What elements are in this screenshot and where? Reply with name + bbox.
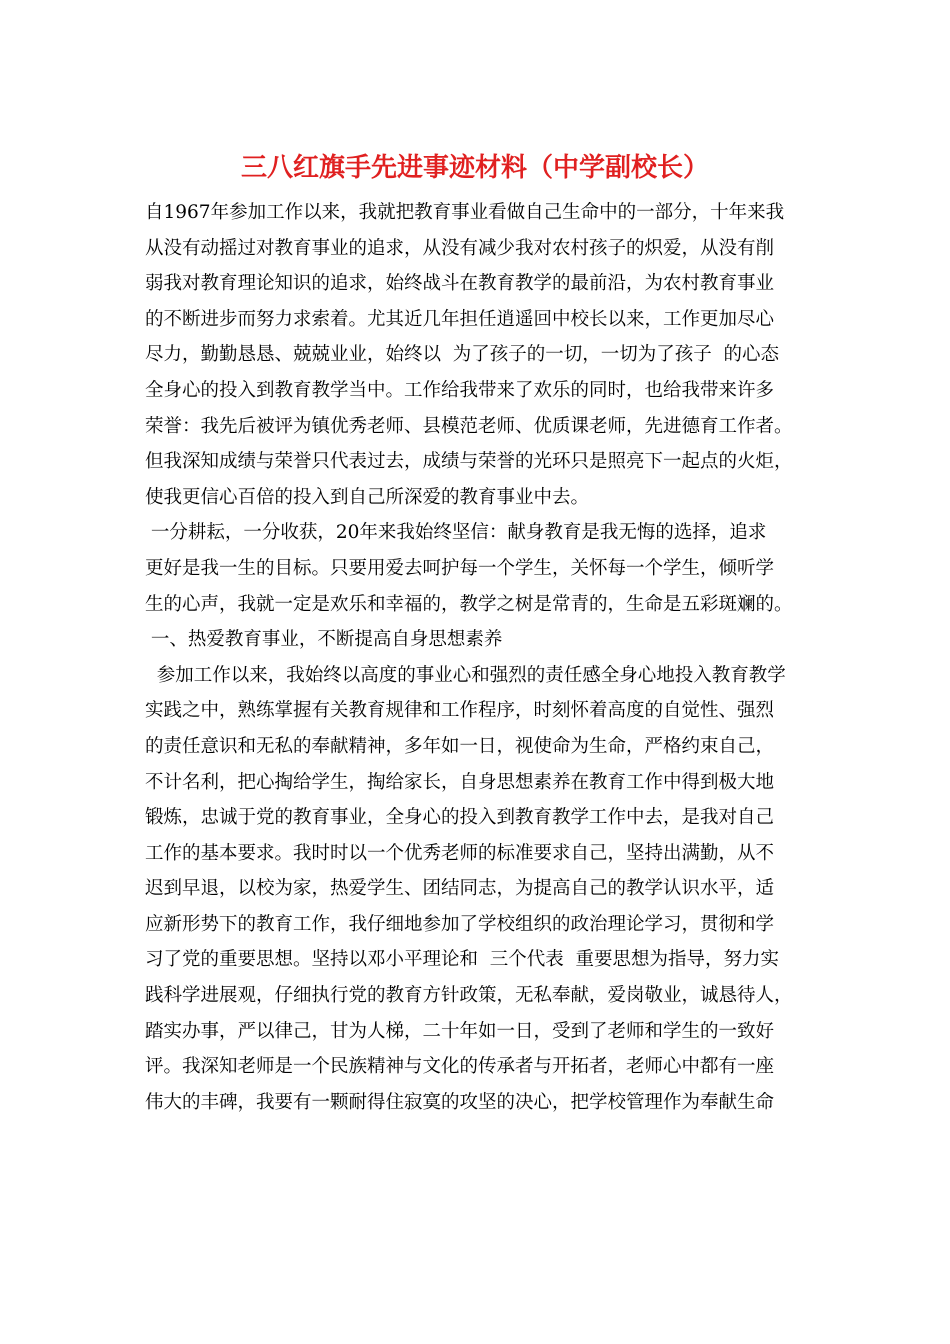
body-line: 更好是我一生的目标。只要用爱去呵护每一个学生，关怀每一个学生，倾听学: [145, 557, 775, 579]
section-heading: 一、热爱教育事业，不断提高自身思想素养: [145, 629, 503, 651]
body-line: 荣誉：我先后被评为镇优秀老师、县模范老师、优质课老师，先进德育工作者。: [145, 415, 793, 437]
body-line: 伟大的丰碑，我要有一颗耐得住寂寞的攻坚的决心，把学校管理作为奉献生命: [145, 1091, 775, 1113]
body-line: 实践之中，熟练掌握有关教育规律和工作程序，时刻怀着高度的自觉性、强烈: [145, 700, 775, 722]
body-line: 参加工作以来，我始终以高度的事业心和强烈的责任感全身心地投入教育教学: [145, 664, 786, 686]
body-line: 全身心的投入到教育教学当中。工作给我带来了欢乐的同时，也给我带来许多: [145, 379, 775, 401]
body-line: 弱我对教育理论知识的追求，始终战斗在教育教学的最前沿，为农村教育事业: [145, 273, 775, 295]
body-line: 习了党的重要思想。坚持以邓小平理论和 三个代表 重要思想为指导，努力实: [145, 949, 780, 971]
body-line: 应新形势下的教育工作，我仔细地参加了学校组织的政治理论学习，贯彻和学: [145, 913, 775, 935]
body-line: 生的心声，我就一定是欢乐和幸福的，教学之树是常青的，生命是五彩斑斓的。: [145, 593, 793, 615]
body-line: 迟到早退，以校为家，热爱学生、团结同志，为提高自己的教学认识水平，适: [145, 878, 775, 900]
body-line: 的不断进步而努力求索着。尤其近几年担任逍遥回中校长以来，工作更加尽心: [145, 308, 775, 330]
body-line: 评。我深知老师是一个民族精神与文化的传承者与开拓者，老师心中都有一座: [145, 1056, 775, 1078]
body-line: 不计名利，把心掏给学生，掏给家长，自身思想素养在教育工作中得到极大地: [145, 771, 775, 793]
body-line: 锻炼，忠诚于党的教育事业，全身心的投入到教育教学工作中去，是我对自己: [145, 807, 775, 829]
body-line: 从没有动摇过对教育事业的追求，从没有减少我对农村孩子的炽爱，从没有削: [145, 237, 775, 259]
body-line: 尽力，勤勤恳恳、兢兢业业，始终以 为了孩子的一切，一切为了孩子 的心态: [145, 344, 780, 366]
body-line: 踏实办事，严以律己，甘为人梯，二十年如一日，受到了老师和学生的一致好: [145, 1020, 775, 1042]
body-line: 自1967年参加工作以来，我就把教育事业看做自己生命中的一部分，十年来我: [145, 202, 785, 223]
body-line: 工作的基本要求。我时时以一个优秀老师的标准要求自己，坚持出满勤，从不: [145, 842, 775, 864]
body-line: 的责任意识和无私的奉献精神，多年如一日，视使命为生命，严格约束自己，: [145, 735, 775, 757]
document-body: [145, 195, 825, 1120]
document-title: 三八红旗手先进事迹材料（中学副校长）: [240, 153, 709, 183]
body-line: 但我深知成绩与荣誉只代表过去，成绩与荣誉的光环只是照亮下一起点的火炬，: [145, 451, 793, 473]
body-line: 使我更信心百倍的投入到自己所深爱的教育事业中去。: [145, 486, 590, 508]
body-line: 一分耕耘，一分收获，20年来我始终坚信：献身教育是我无悔的选择，追求: [145, 522, 767, 544]
body-line: 践科学进展观，仔细执行党的教育方针政策，无私奉献，爱岗敬业，诚恳待人，: [145, 985, 793, 1007]
